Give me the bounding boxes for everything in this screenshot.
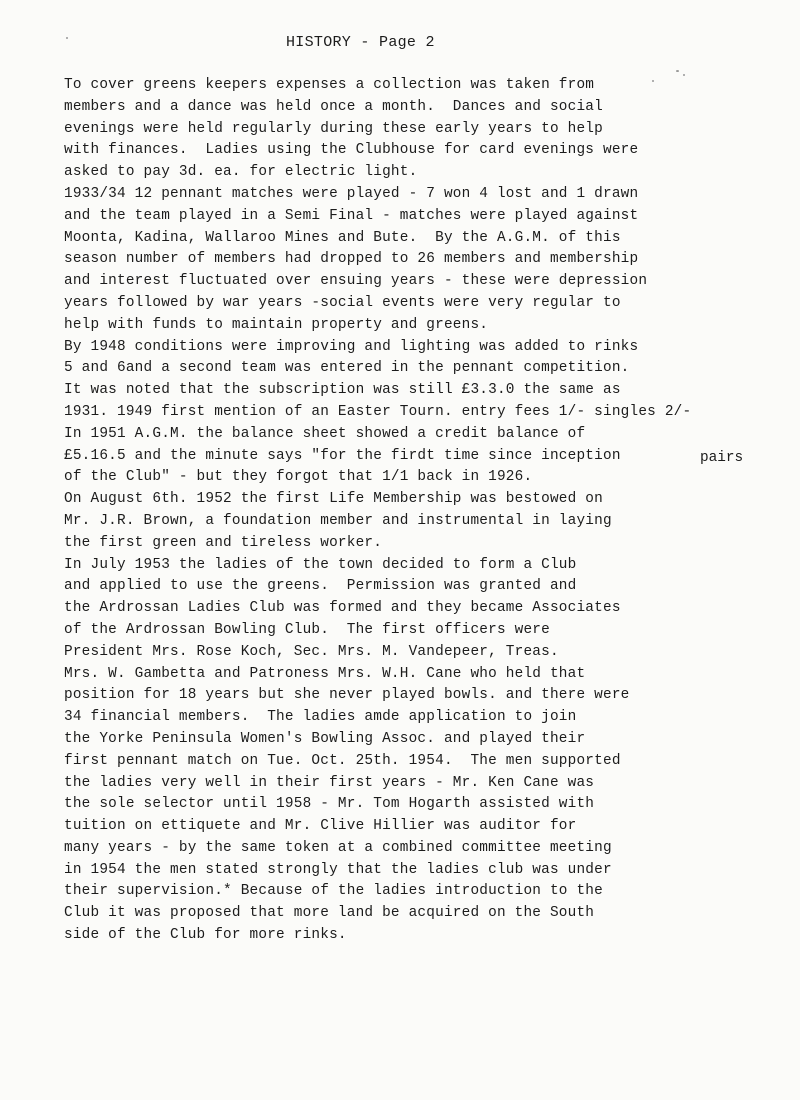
text-line: their supervision.* Because of the ladies introduction to the <box>64 883 603 900</box>
text-line: 1933/34 12 pennant matches were played - 7 won 4 lost and 1 drawn <box>64 185 639 202</box>
page-header: HISTORY - Page 2 <box>286 34 435 51</box>
text-line: the Ardrossan Ladies Club was formed and they became Associates <box>64 600 621 617</box>
paper-speck <box>652 80 654 82</box>
text-line: 1931. 1949 first mention of an Easter Tourn. entry fees 1/- singles 2/- <box>64 403 692 420</box>
text-line: position for 18 years but she never played bowls. and there were <box>64 687 630 704</box>
text-line: the sole selector until 1958 - Mr. Tom Hogarth assisted with <box>64 796 595 813</box>
text-line: and interest fluctuated over ensuing years - these were depression <box>64 273 648 290</box>
text-line: On August 6th. 1952 the first Life Membership was bestowed on <box>64 491 603 508</box>
text-line: season number of members had dropped to 26 members and membership <box>64 251 639 268</box>
text-line: 5 and 6and a second team was entered in the pennant competition. <box>64 360 630 377</box>
text-line: Club it was proposed that more land be acquired on the South <box>64 905 595 922</box>
text-line: asked to pay 3d. ea. for electric light. <box>64 164 418 181</box>
text-line: It was noted that the subscription was still £3.3.0 the same as <box>64 382 621 399</box>
paper-speck <box>66 37 68 39</box>
paper-speck <box>683 74 685 76</box>
text-line: in 1954 the men stated strongly that the ladies club was under <box>64 861 612 878</box>
text-line: Mr. J.R. Brown, a foundation member and instrumental in laying <box>64 512 612 529</box>
text-line: help with funds to maintain property and greens. <box>64 316 489 333</box>
text-line: with finances. Ladies using the Clubhouse for card evenings were <box>64 142 639 159</box>
text-line: In 1951 A.G.M. the balance sheet showed a credit balance of <box>64 425 586 442</box>
text-line: members and a dance was held once a month. Dances and social <box>64 98 603 115</box>
body-text <box>64 75 764 947</box>
text-line: President Mrs. Rose Koch, Sec. Mrs. M. Vandepeer, Treas. <box>64 643 559 660</box>
text-line: the ladies very well in their first years - Mr. Ken Cane was <box>64 774 595 791</box>
text-line: Moonta, Kadina, Wallaroo Mines and Bute. By the A.G.M. of this <box>64 229 621 246</box>
margin-note: pairs <box>700 450 744 466</box>
text-line: of the Ardrossan Bowling Club. The first officers were <box>64 621 550 638</box>
text-line: 34 financial members. The ladies amde application to join <box>64 709 577 726</box>
text-line: evenings were held regularly during these early years to help <box>64 120 603 137</box>
text-line: To cover greens keepers expenses a collection was taken from <box>64 77 595 93</box>
text-line: and applied to use the greens. Permission was granted and <box>64 578 577 595</box>
text-line: many years - by the same token at a combined committee meeting <box>64 839 612 856</box>
text-line: tuition on ettiquete and Mr. Clive Hillier was auditor for <box>64 818 577 835</box>
text-line: first pennant match on Tue. Oct. 25th. 1954. The men supported <box>64 752 621 769</box>
text-line: of the Club" - but they forgot that 1/1 back in 1926. <box>64 469 533 486</box>
text-line: and the team played in a Semi Final - matches were played against <box>64 207 639 224</box>
text-line: In July 1953 the ladies of the town decided to form a Club <box>64 556 577 573</box>
text-line: £5.16.5 and the minute says "for the firdt time since inception <box>64 447 621 464</box>
text-line: By 1948 conditions were improving and lighting was added to rinks <box>64 338 639 355</box>
text-line: the first green and tireless worker. <box>64 534 383 551</box>
text-line: the Yorke Peninsula Women's Bowling Assoc. and played their <box>64 730 586 747</box>
paper-speck <box>676 70 679 72</box>
text-line: Mrs. W. Gambetta and Patroness Mrs. W.H. Cane who held that <box>64 665 586 682</box>
text-line: side of the Club for more rinks. <box>64 927 347 944</box>
text-line: years followed by war years -social events were very regular to <box>64 294 621 311</box>
